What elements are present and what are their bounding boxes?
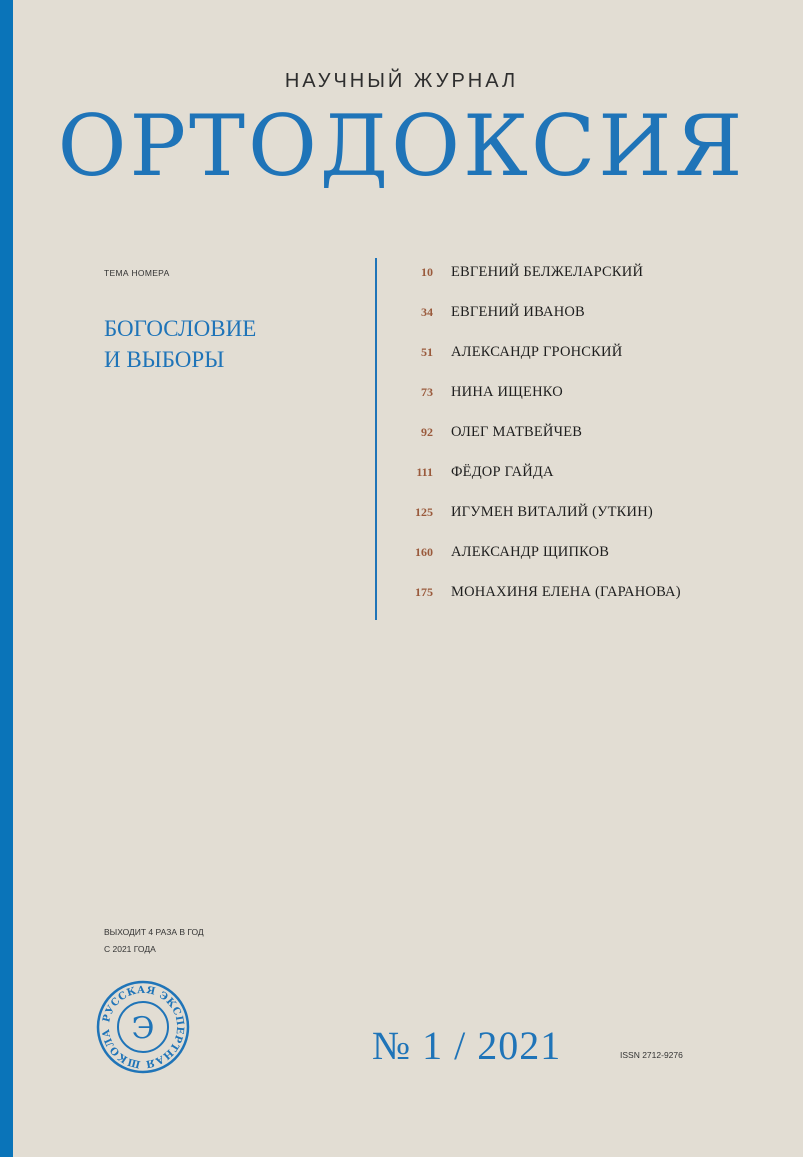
theme-label: ТЕМА НОМЕРА (104, 268, 170, 278)
theme-title-line2: И ВЫБОРЫ (104, 347, 225, 372)
toc-author: ИГУМЕН ВИТАЛИЙ (УТКИН) (451, 504, 653, 520)
toc-author: ЕВГЕНИЙ ИВАНОВ (451, 304, 585, 320)
toc-page-number: 175 (415, 585, 433, 599)
toc-item (395, 264, 681, 304)
toc-author: МОНАХИНЯ ЕЛЕНА (ГАРАНОВА) (451, 584, 681, 600)
toc-item (395, 384, 681, 424)
toc-page-number: 125 (415, 505, 433, 519)
toc-author: ФЁДОР ГАЙДА (451, 464, 554, 480)
theme-title-line1: БОГОСЛОВИЕ (104, 316, 257, 341)
toc-item (395, 464, 681, 504)
toc-item (395, 584, 681, 624)
logo-text: РУССКАЯ ЭКСПЕРТНАЯ ШКОЛА (100, 984, 186, 1070)
toc-item (395, 544, 681, 584)
frequency-line2: С 2021 ГОДА (104, 944, 156, 954)
toc-item (395, 504, 681, 544)
toc-author: НИНА ИЩЕНКО (451, 384, 563, 400)
logo-letter: Э (131, 1011, 155, 1046)
toc-page-number: 92 (421, 425, 433, 439)
toc-page-number: 34 (421, 305, 433, 319)
toc-author: ЕВГЕНИЙ БЕЛЖЕЛАРСКИЙ (451, 264, 644, 280)
toc-author: АЛЕКСАНДР ЩИПКОВ (451, 544, 610, 560)
toc-page-number: 51 (421, 345, 433, 359)
table-of-contents (395, 264, 681, 624)
issn: ISSN 2712-9276 (620, 1050, 683, 1060)
journal-supertitle: НАУЧНЫЙ ЖУРНАЛ (284, 70, 519, 92)
frequency-line1: ВЫХОДИТ 4 РАЗА В ГОД (104, 927, 204, 937)
toc-item (395, 344, 681, 384)
issue-number: № 1 / 2021 (372, 1023, 562, 1068)
toc-item (395, 304, 681, 344)
vertical-divider (375, 258, 377, 620)
toc-page-number: 160 (415, 545, 433, 559)
toc-page-number: 73 (421, 385, 433, 399)
toc-author: АЛЕКСАНДР ГРОНСКИЙ (451, 344, 623, 360)
theme-title (104, 313, 256, 375)
toc-page-number: 111 (416, 465, 433, 479)
toc-item (395, 424, 681, 464)
toc-author: ОЛЕГ МАТВЕЙЧЕВ (451, 424, 583, 440)
toc-page-number: 10 (421, 265, 433, 279)
journal-title: ОРТОДОКСИЯ (57, 97, 746, 195)
publication-frequency (104, 924, 204, 958)
expert-school-seal-icon (96, 980, 190, 1074)
